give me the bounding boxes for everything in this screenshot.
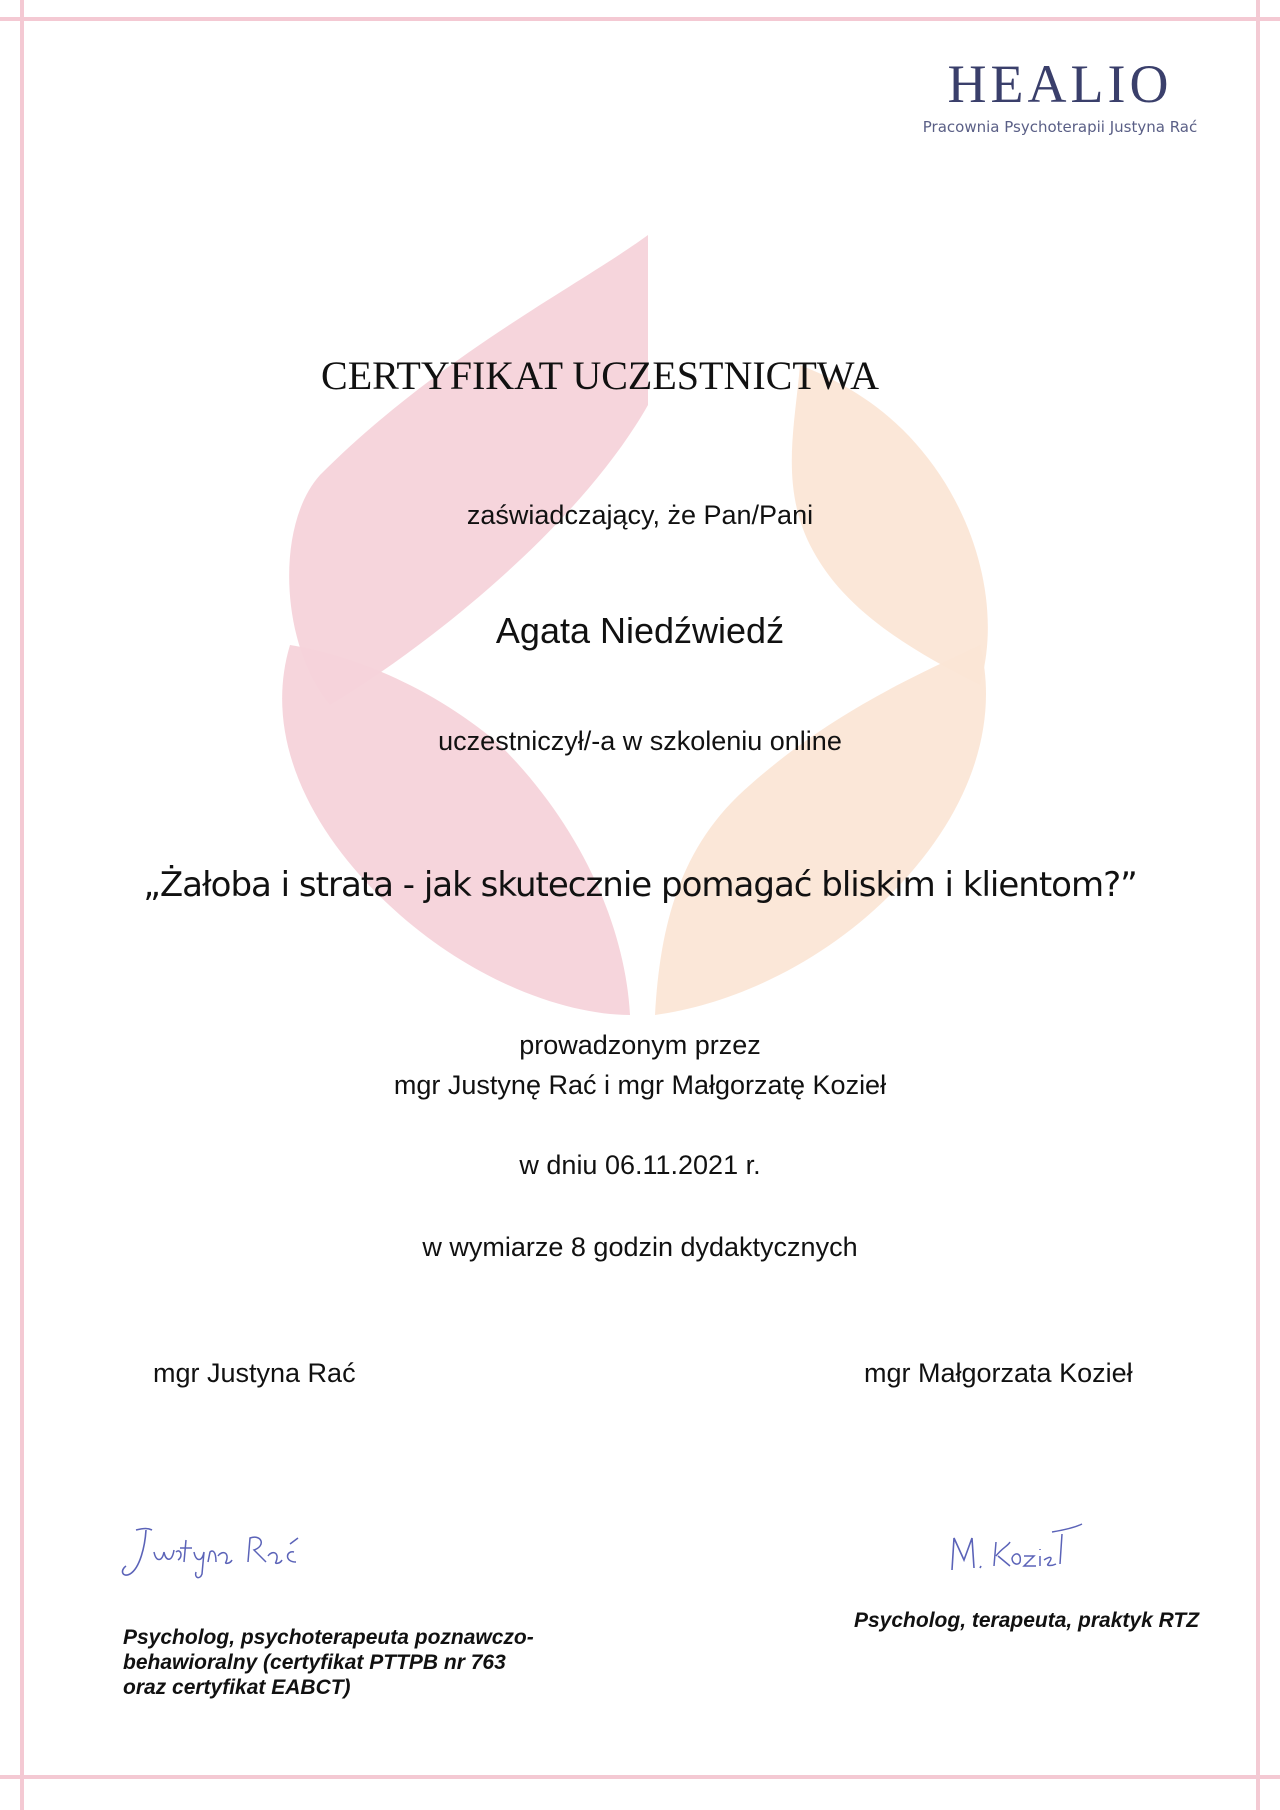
frame-bottom-line xyxy=(0,1775,1280,1779)
course-title: „Żałoba i strata - jak skutecznie pomagać bliskim i klientom?” xyxy=(143,865,1137,905)
signatory-name-right: mgr Małgorzata Kozieł xyxy=(864,1358,1133,1388)
logo-name: HEALIO xyxy=(947,54,1173,114)
logo-subtitle: Pracownia Psychoterapii Justyna Rać xyxy=(922,118,1198,136)
signature-justyna-rac xyxy=(118,1522,328,1582)
signatory-role-right: Psycholog, terapeuta, praktyk RTZ xyxy=(854,1609,1200,1632)
hours-line: w wymiarze 8 godzin dydaktycznych xyxy=(422,1232,858,1262)
intro-text: zaświadczający, że Pan/Pani xyxy=(466,500,814,530)
participant-name: Agata Niedźwiedź xyxy=(495,610,785,651)
certificate-title: CERTYFIKAT UCZESTNICTWA xyxy=(321,353,879,398)
participation-text: uczestniczył/-a w szkoleniu online xyxy=(438,726,842,756)
instructors: mgr Justynę Rać i mgr Małgorzatę Kozieł xyxy=(393,1070,887,1100)
signatory-role-left: Psycholog, psychoterapeuta poznawczo-behawioralny (certyfikat PTTPB nr 763 oraz certyfikat EABCT) xyxy=(123,1626,534,1699)
frame-right-line xyxy=(1256,0,1260,1810)
led-by-label: prowadzonym przez xyxy=(519,1030,761,1060)
frame-left-line xyxy=(20,0,24,1810)
petal-bottom-left xyxy=(282,645,630,1015)
healio-logo xyxy=(900,52,1220,136)
signatory-name-left: mgr Justyna Rać xyxy=(153,1358,356,1388)
petal-bottom-right xyxy=(655,645,986,1015)
date-line: w dniu 06.11.2021 r. xyxy=(519,1150,761,1180)
signature-malgorzata-koziel xyxy=(944,1520,1094,1580)
frame-top-line xyxy=(0,17,1280,21)
